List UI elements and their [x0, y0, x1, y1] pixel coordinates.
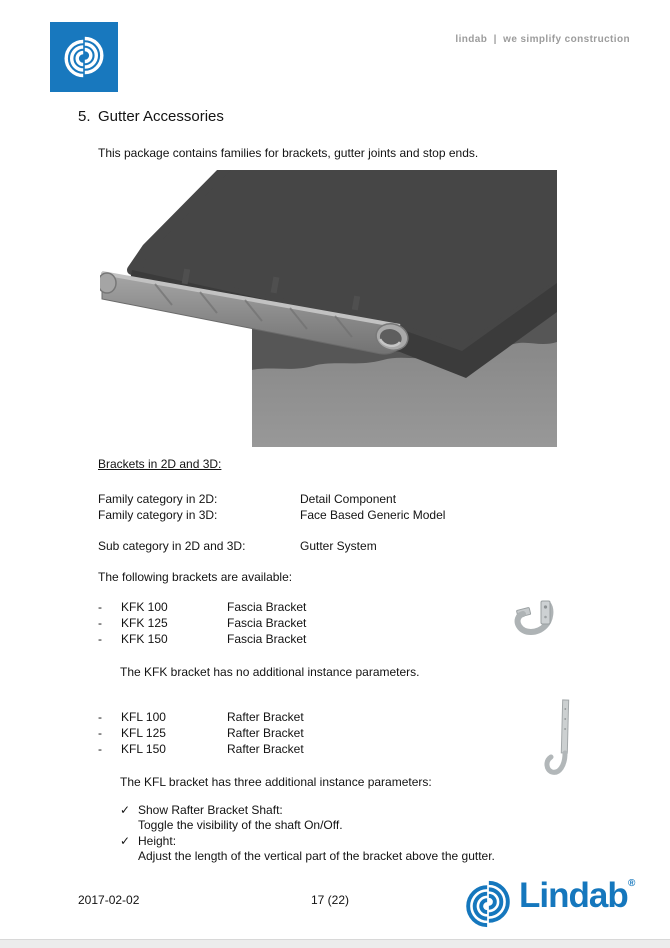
kfk-row	[98, 600, 306, 614]
page-title	[78, 108, 224, 125]
property-row	[98, 508, 445, 522]
lindab-wordmark: Lindab	[519, 876, 628, 915]
property-value: Face Based Generic Model	[300, 508, 446, 522]
gutter-left-cap	[100, 273, 116, 293]
fascia-bracket-image	[512, 598, 554, 646]
parameter-description: Toggle the visibility of the shaft On/Off.	[138, 818, 343, 832]
kfl-row	[98, 710, 304, 724]
parameter-item	[120, 803, 283, 817]
kfl-row	[98, 742, 304, 756]
property-label: Family category in 3D:	[98, 508, 218, 522]
section-number: 5.	[78, 108, 91, 125]
parameter-name: Height:	[138, 834, 177, 848]
footer-page-number: 17 (22)	[311, 893, 350, 907]
bullet-dash: -	[98, 600, 102, 614]
bracket-type: Rafter Bracket	[227, 726, 304, 740]
bracket-type: Fascia Bracket	[227, 616, 307, 630]
check-icon: ✓	[120, 834, 131, 848]
registered-trademark-symbol: ®	[628, 878, 636, 889]
kfl-row	[98, 726, 304, 740]
rafter-bracket-image	[543, 699, 577, 781]
gutter-3d-render	[100, 170, 557, 447]
property-value: Gutter System	[300, 539, 377, 553]
bullet-dash: -	[98, 616, 102, 630]
kfk-row	[98, 632, 306, 646]
brackets-section-title: Brackets in 2D and 3D:	[98, 457, 222, 471]
property-label: Family category in 2D:	[98, 492, 218, 506]
lindab-spiral-icon	[60, 33, 108, 81]
footer-date: 2017-02-02	[78, 893, 140, 907]
check-icon: ✓	[120, 803, 131, 817]
bracket-code: KFK 125	[121, 616, 168, 630]
bracket-code: KFL 100	[121, 710, 166, 724]
parameter-item	[120, 834, 176, 848]
bracket-type: Fascia Bracket	[227, 600, 307, 614]
available-brackets-intro: The following brackets are available:	[98, 570, 293, 584]
kfl-note: The KFL bracket has three additional instance parameters:	[120, 775, 432, 789]
bracket-code: KFK 150	[121, 632, 168, 646]
property-label: Sub category in 2D and 3D:	[98, 539, 246, 553]
page-bottom-edge	[0, 939, 670, 948]
parameter-name: Show Rafter Bracket Shaft:	[138, 803, 283, 817]
bullet-dash: -	[98, 632, 102, 646]
lindab-spiral-icon	[462, 878, 514, 930]
bracket-type: Rafter Bracket	[227, 742, 304, 756]
property-value: Detail Component	[300, 492, 397, 506]
lindab-footer-logo	[462, 876, 642, 934]
parameter-description: Adjust the length of the vertical part of the bracket above the gutter.	[138, 849, 495, 863]
lindab-logo-mark	[50, 22, 118, 92]
section-title-text: Gutter Accessories	[98, 108, 224, 125]
property-row	[98, 539, 377, 553]
bracket-code: KFK 100	[121, 600, 168, 614]
bullet-dash: -	[98, 710, 102, 724]
bullet-dash: -	[98, 726, 102, 740]
bracket-type: Rafter Bracket	[227, 710, 304, 724]
kfk-row	[98, 616, 306, 630]
bracket-code: KFL 125	[121, 726, 166, 740]
bracket-type: Fascia Bracket	[227, 632, 307, 646]
intro-paragraph: This package contains families for brackets, gutter joints and stop ends.	[98, 146, 479, 160]
property-row	[98, 492, 396, 506]
bracket-code: KFL 150	[121, 742, 166, 756]
kfk-note: The KFK bracket has no additional instance parameters.	[120, 665, 420, 679]
bullet-dash: -	[98, 742, 102, 756]
header-tagline: lindab | we simplify construction	[455, 34, 630, 45]
